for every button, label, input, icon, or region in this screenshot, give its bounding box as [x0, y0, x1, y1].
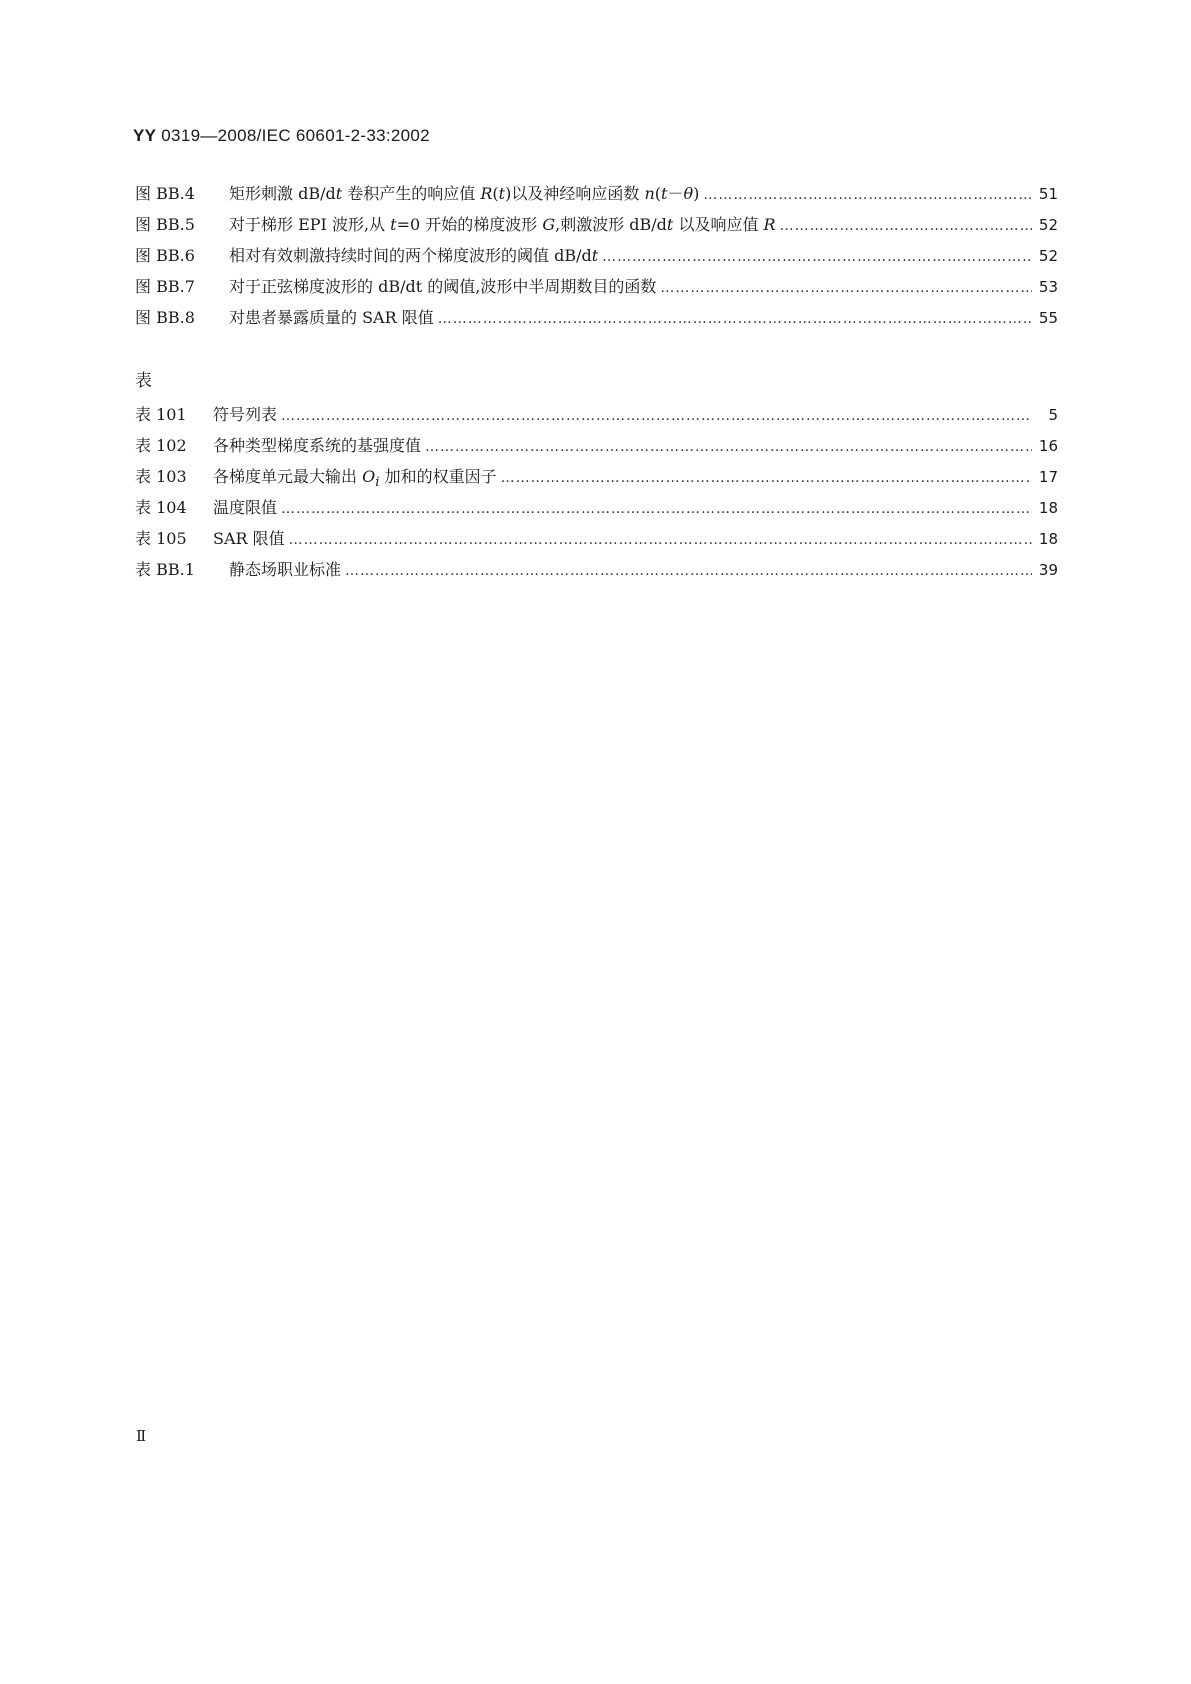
- table-entry-page-number: 17: [1038, 468, 1058, 486]
- table-entry[interactable]: [135, 554, 1058, 585]
- table-entry-page-number: 16: [1038, 437, 1058, 455]
- standard-prefix: YY: [133, 126, 157, 145]
- table-entry-page-number: 18: [1038, 499, 1058, 517]
- table-entry-label: 表 103: [135, 467, 187, 486]
- title-text-run: t: [390, 215, 397, 234]
- title-text-run: t: [591, 246, 599, 265]
- tables-section-heading: 表: [135, 371, 152, 391]
- title-text-run: ): [693, 184, 700, 203]
- title-text-run: 对于梯形 EPI 波形,从: [229, 215, 391, 234]
- table-list-section: [135, 369, 1058, 585]
- title-text-run: t: [498, 184, 506, 203]
- dot-leader: [438, 304, 1032, 335]
- title-text-run: 各梯度单元最大输出: [213, 467, 363, 486]
- title-text-run: n: [644, 184, 655, 203]
- title-text-run: (: [492, 184, 499, 203]
- figure-list: [135, 178, 1058, 333]
- title-text-run: R: [480, 184, 493, 203]
- table-entry[interactable]: [135, 461, 1058, 492]
- table-entry-page-number: 5: [1048, 406, 1058, 424]
- title-text-run: 对于正弦梯度波形的 dB/dt 的阈值,波形中半周期数目的函数: [229, 277, 657, 296]
- figure-entry-title: [229, 209, 780, 240]
- figure-entry[interactable]: [135, 209, 1058, 240]
- table-entry-label: 表 105: [135, 529, 187, 548]
- title-text-run: 矩形刺激 dB/d: [229, 184, 336, 203]
- figure-entry[interactable]: [135, 240, 1058, 271]
- table-entry[interactable]: [135, 492, 1058, 523]
- title-text-run: O: [362, 467, 376, 486]
- title-text-run: =0 开始的梯度波形: [396, 215, 543, 234]
- table-entry-title: [213, 399, 281, 430]
- dot-leader: [501, 463, 1032, 494]
- title-text-run: 相对有效刺激持续时间的两个梯度波形的阈值 dB/d: [229, 246, 592, 265]
- title-text-run: G: [542, 215, 556, 234]
- figure-entry-label: 图 BB.5: [135, 215, 195, 234]
- table-entry-label: 表 104: [135, 498, 187, 517]
- figure-entry[interactable]: [135, 302, 1058, 333]
- figure-entry-title: [229, 302, 438, 333]
- table-entry-page-number: 39: [1038, 561, 1058, 579]
- title-text-run: SAR 限值: [213, 529, 285, 548]
- table-entry-label: 表 BB.1: [135, 560, 195, 579]
- figure-entry-label: 图 BB.6: [135, 246, 195, 265]
- dot-leader: [703, 180, 1032, 211]
- title-text-run: t: [661, 184, 668, 203]
- dot-leader: [425, 432, 1032, 463]
- figure-entry[interactable]: [135, 271, 1058, 302]
- figure-entry-page-number: 51: [1038, 185, 1058, 203]
- figure-entry-label: 图 BB.8: [135, 308, 195, 327]
- title-text-run: 各种类型梯度系统的基强度值: [213, 436, 422, 455]
- table-list: [135, 399, 1058, 585]
- standard-number: 0319—2008/IEC 60601-2-33:2002: [156, 126, 430, 145]
- table-entry[interactable]: [135, 399, 1058, 430]
- table-entry-title: [213, 430, 425, 461]
- figure-entry-title: [229, 178, 703, 209]
- figure-entry-page-number: 52: [1038, 216, 1058, 234]
- title-text-run: t: [335, 184, 343, 203]
- title-text-run: 对患者暴露质量的 SAR 限值: [229, 308, 434, 327]
- dot-leader: [780, 211, 1032, 242]
- dot-leader: [281, 494, 1032, 525]
- title-text-run: 符号列表: [213, 405, 278, 424]
- title-text-run: θ: [683, 184, 694, 203]
- table-entry-title: [229, 554, 345, 585]
- figure-entry[interactable]: [135, 178, 1058, 209]
- figure-entry-page-number: 55: [1038, 309, 1058, 327]
- table-entry[interactable]: [135, 523, 1058, 554]
- table-entry-title: [213, 492, 281, 523]
- title-text-run: i: [375, 475, 380, 491]
- standard-code-header: [133, 126, 430, 146]
- dot-leader: [289, 525, 1032, 556]
- title-text-run: ,刺激波形 dB/d: [555, 215, 667, 234]
- figure-entry-page-number: 52: [1038, 247, 1058, 265]
- title-text-run: 温度限值: [213, 498, 278, 517]
- figure-entry-label: 图 BB.7: [135, 277, 195, 296]
- dot-leader: [345, 556, 1032, 587]
- figure-entry-page-number: 53: [1038, 278, 1058, 296]
- table-entry-label: 表 102: [135, 436, 187, 455]
- title-text-run: －: [667, 184, 684, 203]
- title-text-run: )以及神经响应函数: [505, 184, 645, 203]
- table-entry-page-number: 18: [1038, 530, 1058, 548]
- title-text-run: t: [666, 215, 674, 234]
- title-text-run: (: [654, 184, 661, 203]
- title-text-run: R: [763, 215, 776, 234]
- title-text-run: 静态场职业标准: [229, 560, 342, 579]
- dot-leader: [660, 273, 1032, 304]
- title-text-run: 卷积产生的响应值: [342, 184, 481, 203]
- table-entry-label: 表 101: [135, 405, 187, 424]
- figure-entry-title: [229, 271, 660, 302]
- table-entry[interactable]: [135, 430, 1058, 461]
- title-text-run: 以及响应值: [673, 215, 764, 234]
- page-folio: Ⅱ: [136, 1427, 147, 1445]
- dot-leader: [281, 401, 1032, 432]
- figure-entry-title: [229, 240, 602, 271]
- table-entry-title: [213, 523, 289, 554]
- figure-entry-label: 图 BB.4: [135, 184, 195, 203]
- dot-leader: [602, 242, 1032, 273]
- title-text-run: 加和的权重因子: [379, 467, 497, 486]
